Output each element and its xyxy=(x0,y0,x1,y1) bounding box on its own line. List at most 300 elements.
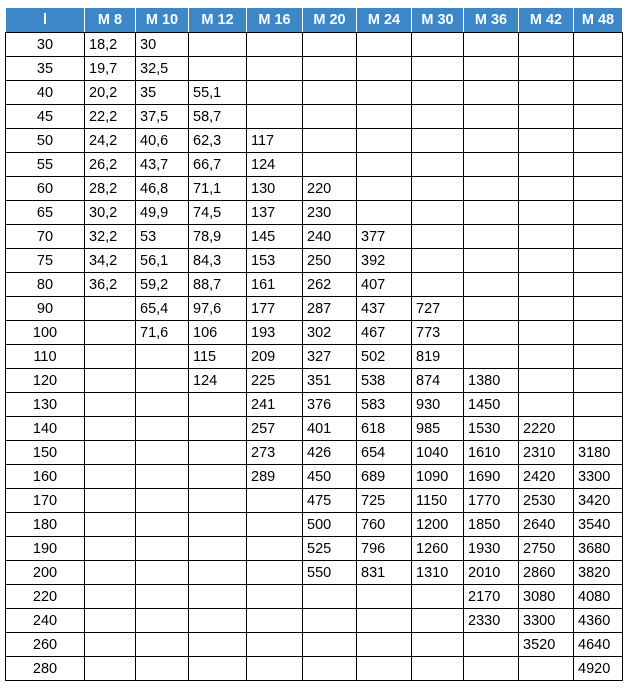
table-cell xyxy=(574,345,623,369)
table-cell: 1530 xyxy=(464,417,519,441)
table-cell: 32,2 xyxy=(85,225,136,249)
table-cell xyxy=(136,657,189,681)
table-cell: 193 xyxy=(247,321,303,345)
table-cell: 538 xyxy=(357,369,412,393)
table-cell: 2750 xyxy=(519,537,574,561)
table-row xyxy=(6,177,623,201)
table-row xyxy=(6,297,623,321)
table-cell xyxy=(464,129,519,153)
table-cell: 475 xyxy=(303,489,357,513)
table-cell: 26,2 xyxy=(85,153,136,177)
table-cell: 71,6 xyxy=(136,321,189,345)
table-cell: 2330 xyxy=(464,609,519,633)
table-cell xyxy=(136,609,189,633)
table-cell: 53 xyxy=(136,225,189,249)
table-cell: 3180 xyxy=(574,441,623,465)
table-cell: 4080 xyxy=(574,585,623,609)
table-cell: 106 xyxy=(189,321,247,345)
table-cell xyxy=(247,657,303,681)
length-cell: 55 xyxy=(6,153,85,177)
table-cell: 230 xyxy=(303,201,357,225)
length-cell: 260 xyxy=(6,633,85,657)
table-cell: 618 xyxy=(357,417,412,441)
table-cell: 65,4 xyxy=(136,297,189,321)
table-cell: 2170 xyxy=(464,585,519,609)
table-cell xyxy=(189,537,247,561)
table-cell: 3080 xyxy=(519,585,574,609)
header-m20: M 20 xyxy=(303,8,357,33)
table-row xyxy=(6,633,623,657)
table-cell xyxy=(412,201,464,225)
length-cell: 90 xyxy=(6,297,85,321)
table-cell xyxy=(189,513,247,537)
table-cell xyxy=(189,417,247,441)
table-cell: 78,9 xyxy=(189,225,247,249)
table-cell xyxy=(189,441,247,465)
table-cell xyxy=(412,81,464,105)
table-cell: 1150 xyxy=(412,489,464,513)
table-cell xyxy=(357,33,412,57)
table-cell xyxy=(464,105,519,129)
table-cell: 28,2 xyxy=(85,177,136,201)
table-cell xyxy=(574,417,623,441)
table-cell: 20,2 xyxy=(85,81,136,105)
table-row xyxy=(6,417,623,441)
table-cell: 4920 xyxy=(574,657,623,681)
table-cell: 1450 xyxy=(464,393,519,417)
table-cell xyxy=(357,153,412,177)
table-cell: 2640 xyxy=(519,513,574,537)
table-cell: 62,3 xyxy=(189,129,247,153)
table-cell: 689 xyxy=(357,465,412,489)
table-cell xyxy=(464,33,519,57)
table-cell: 1200 xyxy=(412,513,464,537)
table-cell: 117 xyxy=(247,129,303,153)
table-cell: 32,5 xyxy=(136,57,189,81)
table-cell xyxy=(519,297,574,321)
table-cell: 3680 xyxy=(574,537,623,561)
table-row xyxy=(6,81,623,105)
table-cell xyxy=(464,177,519,201)
table-cell: 327 xyxy=(303,345,357,369)
table-cell xyxy=(464,81,519,105)
table-cell xyxy=(574,105,623,129)
table-cell xyxy=(412,57,464,81)
table-cell xyxy=(574,201,623,225)
table-cell xyxy=(85,441,136,465)
table-cell: 43,7 xyxy=(136,153,189,177)
table-cell: 220 xyxy=(303,177,357,201)
table-cell: 115 xyxy=(189,345,247,369)
table-cell: 46,8 xyxy=(136,177,189,201)
table-cell xyxy=(303,105,357,129)
table-cell xyxy=(519,129,574,153)
table-cell xyxy=(357,657,412,681)
table-cell: 377 xyxy=(357,225,412,249)
table-cell: 59,2 xyxy=(136,273,189,297)
table-cell xyxy=(136,465,189,489)
table-row xyxy=(6,201,623,225)
table-cell xyxy=(519,393,574,417)
table-cell xyxy=(519,201,574,225)
table-cell xyxy=(136,633,189,657)
table-row xyxy=(6,153,623,177)
table-cell: 351 xyxy=(303,369,357,393)
table-row xyxy=(6,369,623,393)
length-cell: 200 xyxy=(6,561,85,585)
table-cell xyxy=(247,513,303,537)
table-cell xyxy=(247,105,303,129)
table-row xyxy=(6,657,623,681)
length-cell: 130 xyxy=(6,393,85,417)
table-cell xyxy=(574,129,623,153)
table-cell: 240 xyxy=(303,225,357,249)
table-cell xyxy=(574,321,623,345)
table-cell: 1310 xyxy=(412,561,464,585)
table-cell xyxy=(574,393,623,417)
table-cell: 525 xyxy=(303,537,357,561)
table-cell: 3420 xyxy=(574,489,623,513)
table-cell xyxy=(85,537,136,561)
table-cell: 30,2 xyxy=(85,201,136,225)
table-cell xyxy=(519,345,574,369)
table-cell: 500 xyxy=(303,513,357,537)
table-cell xyxy=(412,273,464,297)
table-cell xyxy=(519,249,574,273)
table-cell xyxy=(303,153,357,177)
table-cell xyxy=(464,657,519,681)
table-body xyxy=(6,33,623,681)
table-row xyxy=(6,321,623,345)
table-cell: 161 xyxy=(247,273,303,297)
length-cell: 30 xyxy=(6,33,85,57)
table-row xyxy=(6,489,623,513)
table-cell: 30 xyxy=(136,33,189,57)
table-cell xyxy=(464,273,519,297)
table-cell xyxy=(412,129,464,153)
table-cell: 4640 xyxy=(574,633,623,657)
table-cell xyxy=(357,585,412,609)
table-cell: 985 xyxy=(412,417,464,441)
table-cell: 124 xyxy=(247,153,303,177)
table-cell xyxy=(85,561,136,585)
table-cell xyxy=(189,657,247,681)
table-cell: 2420 xyxy=(519,465,574,489)
table-cell xyxy=(189,465,247,489)
table-cell: 130 xyxy=(247,177,303,201)
table-cell xyxy=(574,225,623,249)
table-cell xyxy=(303,81,357,105)
table-cell xyxy=(189,633,247,657)
table-cell xyxy=(189,393,247,417)
table-cell: 71,1 xyxy=(189,177,247,201)
table-cell xyxy=(357,105,412,129)
table-cell xyxy=(136,441,189,465)
table-cell: 124 xyxy=(189,369,247,393)
header-m30: M 30 xyxy=(412,8,464,33)
table-cell: 725 xyxy=(357,489,412,513)
table-cell xyxy=(412,633,464,657)
table-cell: 74,5 xyxy=(189,201,247,225)
table-cell xyxy=(189,57,247,81)
table-cell xyxy=(247,81,303,105)
table-cell: 145 xyxy=(247,225,303,249)
table-cell xyxy=(574,153,623,177)
table-cell xyxy=(357,57,412,81)
table-cell xyxy=(357,81,412,105)
table-cell: 2860 xyxy=(519,561,574,585)
table-cell: 2530 xyxy=(519,489,574,513)
table-cell xyxy=(574,177,623,201)
table-cell: 3820 xyxy=(574,561,623,585)
table-cell xyxy=(412,585,464,609)
length-cell: 190 xyxy=(6,537,85,561)
table-cell: 450 xyxy=(303,465,357,489)
table-cell xyxy=(519,105,574,129)
table-cell xyxy=(464,201,519,225)
table-cell: 250 xyxy=(303,249,357,273)
length-cell: 280 xyxy=(6,657,85,681)
table-cell: 3520 xyxy=(519,633,574,657)
table-cell xyxy=(303,585,357,609)
table-cell xyxy=(136,537,189,561)
table-cell: 1930 xyxy=(464,537,519,561)
table-cell: 289 xyxy=(247,465,303,489)
table-cell xyxy=(357,609,412,633)
table-cell xyxy=(519,57,574,81)
table-cell: 1090 xyxy=(412,465,464,489)
table-cell xyxy=(136,513,189,537)
table-cell: 97,6 xyxy=(189,297,247,321)
table-row xyxy=(6,129,623,153)
table-cell: 49,9 xyxy=(136,201,189,225)
header-m42: M 42 xyxy=(519,8,574,33)
table-cell: 88,7 xyxy=(189,273,247,297)
table-cell xyxy=(574,33,623,57)
table-cell xyxy=(303,33,357,57)
table-cell: 727 xyxy=(412,297,464,321)
table-cell xyxy=(136,585,189,609)
length-cell: 110 xyxy=(6,345,85,369)
table-cell xyxy=(85,393,136,417)
table-row xyxy=(6,561,623,585)
table-cell xyxy=(136,561,189,585)
length-cell: 240 xyxy=(6,609,85,633)
table-cell xyxy=(574,369,623,393)
table-cell: 426 xyxy=(303,441,357,465)
table-cell xyxy=(412,225,464,249)
table-cell xyxy=(136,345,189,369)
table-cell: 66,7 xyxy=(189,153,247,177)
table-cell: 177 xyxy=(247,297,303,321)
table-cell: 257 xyxy=(247,417,303,441)
table-cell xyxy=(412,105,464,129)
table-cell xyxy=(464,297,519,321)
table-row xyxy=(6,249,623,273)
table-cell: 1380 xyxy=(464,369,519,393)
length-cell: 60 xyxy=(6,177,85,201)
length-cell: 65 xyxy=(6,201,85,225)
table-cell xyxy=(189,609,247,633)
bolt-dimension-table xyxy=(5,7,623,681)
table-cell xyxy=(464,153,519,177)
table-cell: 19,7 xyxy=(85,57,136,81)
table-cell: 302 xyxy=(303,321,357,345)
table-cell: 153 xyxy=(247,249,303,273)
length-cell: 140 xyxy=(6,417,85,441)
table-cell xyxy=(247,561,303,585)
table-cell: 55,1 xyxy=(189,81,247,105)
table-cell: 550 xyxy=(303,561,357,585)
table-cell: 760 xyxy=(357,513,412,537)
table-cell: 502 xyxy=(357,345,412,369)
table-cell xyxy=(357,201,412,225)
table-row xyxy=(6,513,623,537)
length-cell: 150 xyxy=(6,441,85,465)
table-cell xyxy=(412,249,464,273)
table-cell xyxy=(85,345,136,369)
header-row xyxy=(6,8,623,33)
length-cell: 100 xyxy=(6,321,85,345)
table-cell xyxy=(247,537,303,561)
table-cell xyxy=(464,249,519,273)
table-cell: 84,3 xyxy=(189,249,247,273)
length-cell: 180 xyxy=(6,513,85,537)
length-cell: 40 xyxy=(6,81,85,105)
table-cell xyxy=(189,585,247,609)
table-cell: 58,7 xyxy=(189,105,247,129)
header-m48: M 48 xyxy=(574,8,623,33)
table-row xyxy=(6,393,623,417)
table-row xyxy=(6,225,623,249)
header-m8: M 8 xyxy=(85,8,136,33)
table-cell xyxy=(247,57,303,81)
table-row xyxy=(6,465,623,489)
table-cell xyxy=(519,225,574,249)
length-cell: 75 xyxy=(6,249,85,273)
table-cell xyxy=(85,489,136,513)
table-cell xyxy=(519,369,574,393)
table-cell: 1040 xyxy=(412,441,464,465)
length-cell: 160 xyxy=(6,465,85,489)
table-cell: 3300 xyxy=(519,609,574,633)
header-m36: M 36 xyxy=(464,8,519,33)
table-cell: 407 xyxy=(357,273,412,297)
table-cell: 1850 xyxy=(464,513,519,537)
table-cell xyxy=(464,345,519,369)
table-cell: 36,2 xyxy=(85,273,136,297)
table-cell: 34,2 xyxy=(85,249,136,273)
table-cell xyxy=(357,129,412,153)
table-cell xyxy=(464,321,519,345)
table-cell xyxy=(247,585,303,609)
table-container xyxy=(5,7,623,681)
table-cell xyxy=(85,297,136,321)
table-cell: 37,5 xyxy=(136,105,189,129)
table-row xyxy=(6,57,623,81)
table-cell: 2220 xyxy=(519,417,574,441)
table-cell xyxy=(136,417,189,441)
table-cell: 831 xyxy=(357,561,412,585)
table-cell xyxy=(574,57,623,81)
table-cell xyxy=(136,393,189,417)
table-row xyxy=(6,105,623,129)
table-cell: 137 xyxy=(247,201,303,225)
table-cell xyxy=(247,33,303,57)
length-cell: 120 xyxy=(6,369,85,393)
table-cell xyxy=(85,321,136,345)
table-cell xyxy=(85,609,136,633)
table-cell xyxy=(303,57,357,81)
table-cell xyxy=(247,633,303,657)
table-cell: 209 xyxy=(247,345,303,369)
length-cell: 50 xyxy=(6,129,85,153)
table-cell xyxy=(85,657,136,681)
table-cell xyxy=(136,369,189,393)
table-cell xyxy=(357,177,412,201)
table-cell xyxy=(247,489,303,513)
table-cell: 225 xyxy=(247,369,303,393)
length-cell: 45 xyxy=(6,105,85,129)
table-cell: 1260 xyxy=(412,537,464,561)
table-cell: 401 xyxy=(303,417,357,441)
table-cell xyxy=(412,33,464,57)
table-cell: 376 xyxy=(303,393,357,417)
table-cell xyxy=(357,633,412,657)
length-cell: 35 xyxy=(6,57,85,81)
table-cell xyxy=(464,633,519,657)
table-cell xyxy=(519,81,574,105)
table-cell: 22,2 xyxy=(85,105,136,129)
table-cell: 819 xyxy=(412,345,464,369)
table-cell: 18,2 xyxy=(85,33,136,57)
table-cell xyxy=(574,81,623,105)
table-row xyxy=(6,441,623,465)
table-cell: 262 xyxy=(303,273,357,297)
length-cell: 80 xyxy=(6,273,85,297)
table-row xyxy=(6,33,623,57)
table-cell xyxy=(303,129,357,153)
table-cell: 2010 xyxy=(464,561,519,585)
table-cell xyxy=(519,657,574,681)
table-cell: 4360 xyxy=(574,609,623,633)
table-cell xyxy=(412,609,464,633)
table-cell: 1690 xyxy=(464,465,519,489)
table-cell: 392 xyxy=(357,249,412,273)
table-cell xyxy=(189,33,247,57)
header-length: l xyxy=(6,8,85,33)
table-cell xyxy=(85,465,136,489)
table-cell: 3540 xyxy=(574,513,623,537)
table-cell: 273 xyxy=(247,441,303,465)
table-cell xyxy=(574,249,623,273)
table-cell xyxy=(85,585,136,609)
table-cell: 437 xyxy=(357,297,412,321)
table-cell: 40,6 xyxy=(136,129,189,153)
table-row xyxy=(6,273,623,297)
table-cell xyxy=(519,153,574,177)
table-cell: 1770 xyxy=(464,489,519,513)
length-cell: 170 xyxy=(6,489,85,513)
table-cell xyxy=(136,489,189,513)
table-cell: 654 xyxy=(357,441,412,465)
table-cell: 796 xyxy=(357,537,412,561)
table-cell xyxy=(303,657,357,681)
table-cell xyxy=(519,33,574,57)
table-cell: 2310 xyxy=(519,441,574,465)
header-m16: M 16 xyxy=(247,8,303,33)
header-m10: M 10 xyxy=(136,8,189,33)
